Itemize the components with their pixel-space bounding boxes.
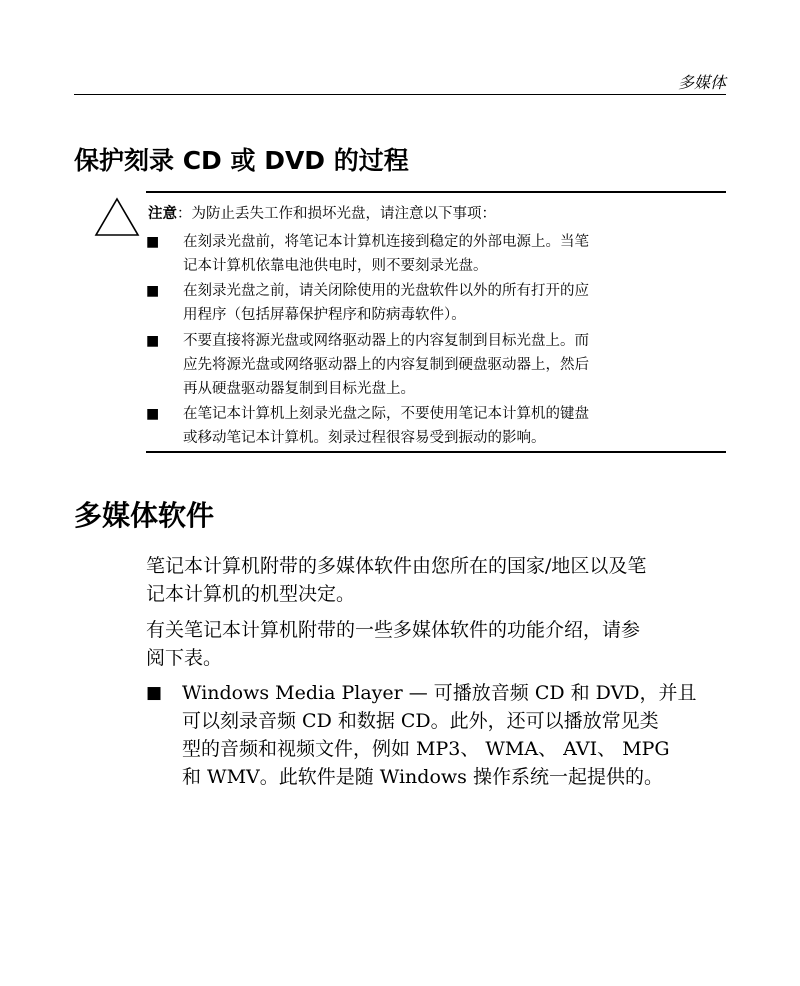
square-bullet-icon: ■ xyxy=(146,406,160,422)
windows-media-player-item xyxy=(146,679,746,791)
notice-item-text: 在笔记本计算机上刻录光盘之际，不要使用笔记本计算机的键盘 或移动笔记本计算机。刻录过程很容易受到振动的影响。 xyxy=(183,406,589,446)
multimedia-intro-paragraph: 笔记本计算机附带的多媒体软件由您所在的国家/地区以及笔 记本计算机的机型决定。 xyxy=(146,555,647,605)
burn-protection-heading: 保护刻录 CD 或 DVD 的过程 xyxy=(74,146,409,175)
windows-media-player-description: Windows Media Player — 可播放音频 CD 和 DVD，并且 可以刻录音频 CD 和数据 CD。此外，还可以播放常见类 型的音频和视频文件，例如 MP3、 WMA、 AVI、 MPG 和 WMV。此软件是随 Windows 操作系统一起提供的。 xyxy=(182,682,697,788)
notice-item-text: 不要直接将源光盘或网络驱动器上的内容复制到目标光盘上。而 应先将源光盘或网络驱动器上的内容复制到硬盘驱动器上，然后 再从硬盘驱动器复制到目标光盘上。 xyxy=(183,333,589,397)
notice-label: 注意 xyxy=(148,206,177,222)
square-bullet-icon: ■ xyxy=(146,283,160,299)
notice-box xyxy=(146,191,726,453)
square-bullet-icon: ■ xyxy=(146,234,160,250)
notice-item-text: 在刻录光盘前，将笔记本计算机连接到稳定的外部电源上。当笔 记本计算机依靠电池供电时，则不要刻录光盘。 xyxy=(183,234,589,274)
square-bullet-icon: ■ xyxy=(146,683,163,703)
notice-item-text: 在刻录光盘之前，请关闭除使用的光盘软件以外的所有打开的应 用程序（包括屏幕保护程序和防病毒软件）。 xyxy=(183,283,589,323)
notice-list-item xyxy=(146,279,706,327)
multimedia-table-reference-paragraph: 有关笔记本计算机附带的一些多媒体软件的功能介绍，请参 阅下表。 xyxy=(146,619,641,669)
page-header xyxy=(74,64,726,95)
running-header-label: 多媒体 xyxy=(677,73,726,92)
notice-list-item xyxy=(146,329,706,401)
notice-list-item xyxy=(146,230,706,278)
notice-title xyxy=(148,204,496,224)
square-bullet-icon: ■ xyxy=(146,333,160,349)
notice-list-item xyxy=(146,402,706,450)
multimedia-software-heading: 多媒体软件 xyxy=(74,499,215,532)
warning-triangle-icon xyxy=(94,197,140,237)
notice-intro: ：为防止丢失工作和损坏光盘，请注意以下事项： xyxy=(177,206,496,222)
